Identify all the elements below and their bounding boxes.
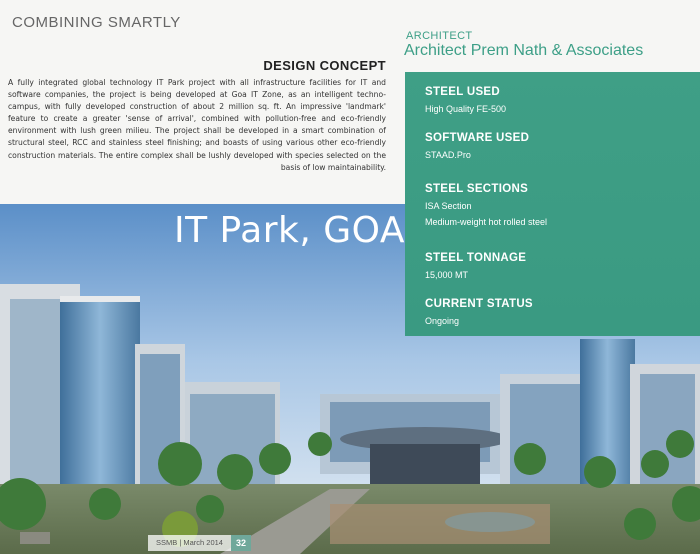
spec-heading: STEEL TONNAGE <box>425 252 527 264</box>
spec-heading: CURRENT STATUS <box>425 298 533 310</box>
spec-value: Ongoing <box>425 316 460 326</box>
section-title: COMBINING SMARTLY <box>12 14 181 31</box>
spec-steel-sections <box>425 183 547 229</box>
spec-value: High Quality FE-500 <box>425 104 507 114</box>
design-concept-heading: DESIGN CONCEPT <box>263 58 386 73</box>
spec-value-2: Medium-weight hot rolled steel <box>425 217 548 227</box>
architect-label: ARCHITECT <box>406 30 473 42</box>
architect-name: Architect Prem Nath & Associates <box>404 42 644 59</box>
spec-software-used <box>425 132 529 162</box>
page-footer <box>148 534 251 552</box>
spec-steel-tonnage <box>425 252 526 282</box>
spec-steel-used <box>425 86 506 116</box>
design-concept-body: A fully integrated global technology IT Park project with all infrastructure facilities for IT and software companies, the project is being developed at Goa IT Zone, as an intelligent techno-campus, with fully developed construction of about 2 million sq. ft. An impressive 'landmark' feature to create a greater 'sense of arrival', combined with pollution-free and eco-friendly environment with lush green milieu. The project shall be developed in a smart combination of structural steel, RCC and stainless steel finishing; and boasts of using various other eco-friendly construction materials. The entire complex shall be lushly developed with species selected on the basis of low maintainability. <box>8 78 386 172</box>
spec-value: ISA Section <box>425 201 472 211</box>
spec-heading: STEEL USED <box>425 86 500 98</box>
spec-current-status <box>425 298 533 328</box>
design-concept-block <box>8 58 386 174</box>
photo-headline: IT Park, GOA <box>174 210 405 251</box>
page-number: 32 <box>231 535 251 551</box>
spec-value: STAAD.Pro <box>425 150 471 160</box>
spec-heading: STEEL SECTIONS <box>425 183 529 195</box>
spec-heading: SOFTWARE USED <box>425 132 530 144</box>
project-specs-box <box>405 72 700 336</box>
spec-value: 15,000 MT <box>425 270 469 280</box>
footer-issue: SSMB | March 2014 <box>148 535 231 551</box>
